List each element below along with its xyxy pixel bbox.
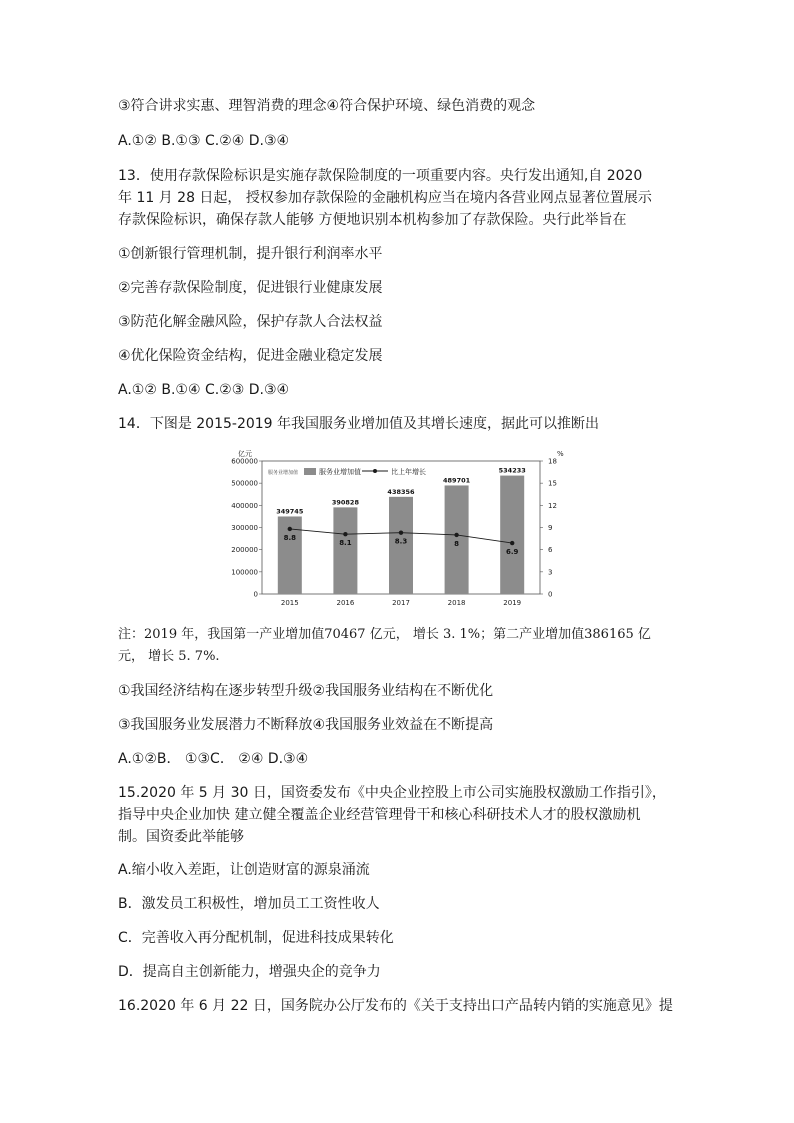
question-13-option: ①创新银行管理机制，提升银行利润率水平: [118, 246, 383, 262]
question-15-option-c: C．完善收入再分配机制，促进科技成果转化: [118, 930, 394, 946]
question-15-option-d: D．提高自主创新能力，增强央企的竞争力: [118, 964, 381, 980]
legend-marker: [373, 469, 377, 473]
right-tick-label: 15: [548, 479, 557, 488]
left-tick-label: 600000: [231, 457, 258, 466]
right-tick-label: 6: [548, 546, 553, 555]
question-13-answers: A.①② B.①④ C.②③ D.③④: [118, 382, 290, 398]
bar-value-label: 534233: [498, 466, 526, 475]
bar-value-label: 489701: [443, 476, 471, 485]
question-13-text: 存款保险标识，确保存款人能够 方便地识别本机构参加了存款保险。央行此举旨在: [118, 212, 627, 228]
legend-prefix: 服务业增加值: [268, 470, 299, 476]
x-tick-label: 2015: [280, 599, 299, 607]
legend-swatch-bar: [304, 468, 316, 475]
left-tick-label: 400000: [231, 501, 258, 510]
question-14-answers: A.①②B． ①③C． ②④ D.③④: [118, 751, 309, 767]
line-value-label: 8.3: [394, 537, 408, 546]
question-13-option: ③防范化解金融风险，保护存款人合法权益: [118, 314, 383, 330]
line-point: [510, 541, 514, 545]
service-industry-chart: [222, 444, 568, 610]
bar: [333, 507, 357, 594]
right-tick-label: 0: [548, 590, 553, 599]
chart-legend: [268, 467, 426, 476]
question-13-text: 13．使用存款保险标识是实施存款保险制度的一项重要内容。央行发出通知,自 2020: [118, 168, 643, 184]
chart-right-axis-unit: %: [557, 450, 564, 458]
chart-note: 注：2019 年，我国第一产业增加值70467 亿元， 增长 3. 1%；第二产业增加值386165 亿: [118, 627, 651, 642]
question-14-option: ③我国服务业发展潜力不断释放④我国服务业效益在不断提高: [118, 717, 494, 733]
bar-value-label: 438356: [387, 487, 415, 496]
left-tick-label: 100000: [231, 568, 258, 577]
legend-label-line: 比上年增长: [391, 468, 426, 476]
question-15-text: 15.2020 年 5 月 30 日，国资委发布《中央企业控股上市公司实施股权激励工作指引》，: [118, 785, 666, 801]
chart-note: 元， 增长 5. 7%.: [118, 649, 220, 664]
legend-label-bar: 服务业增加值: [319, 468, 361, 476]
question-15-text: 制。国资委此举能够: [118, 829, 244, 845]
right-tick-label: 3: [548, 568, 553, 577]
right-tick-label: 9: [548, 524, 553, 532]
line-point: [399, 530, 403, 534]
question-14-option: ①我国经济结构在逐步转型升级②我国服务业结构在不断优化: [118, 683, 494, 699]
left-tick-label: 0: [253, 590, 258, 599]
question-16-text: 16.2020 年 6 月 22 日，国务院办公厅发布的《关于支持出口产品转内销的实施意见》提: [118, 998, 673, 1014]
left-tick-label: 200000: [231, 546, 258, 555]
line-value-label: 8.8: [283, 533, 297, 542]
x-tick-label: 2019: [503, 599, 522, 607]
x-tick-label: 2018: [447, 599, 466, 607]
line-point: [454, 533, 458, 537]
left-tick-label: 500000: [231, 479, 258, 488]
question-14-text: 14．下图是 2015-2019 年我国服务业增加值及其增长速度，据此可以推断出: [118, 416, 600, 432]
right-tick-label: 18: [548, 457, 557, 466]
line-value-label: 6.9: [505, 548, 519, 557]
question-15-option-a: A.缩小收入差距，让创造财富的源泉涌流: [118, 862, 370, 878]
bar-value-label: 349745: [276, 507, 304, 516]
line-point: [288, 527, 292, 531]
question-15-option-b: B．激发员工积极性，增加员工工资性收人: [118, 896, 380, 912]
x-tick-label: 2016: [336, 599, 355, 607]
line-value-label: 8: [454, 539, 460, 548]
question-15-text: 指导中央企业加快 建立健全覆盖企业经营管理骨干和核心科研技术人才的股权激励机: [118, 807, 641, 823]
option-line: ③符合讲求实惠、理智消费的理念④符合保护环境、绿色消费的观念: [118, 98, 536, 114]
chart-left-axis-unit: 亿元: [238, 450, 252, 458]
x-tick-label: 2017: [392, 599, 410, 607]
line-value-label: 8.1: [339, 539, 352, 548]
question-13-option: ④优化保险资金结构，促进金融业稳定发展: [118, 348, 383, 364]
left-tick-label: 300000: [231, 524, 258, 532]
bar: [500, 476, 524, 594]
line-point: [343, 532, 347, 536]
answer-choices: A.①② B.①③ C.②④ D.③④: [118, 133, 290, 149]
right-tick-label: 12: [548, 501, 557, 510]
question-13-option: ②完善存款保险制度，促进银行业健康发展: [118, 280, 383, 296]
bar-value-label: 390828: [331, 498, 359, 507]
question-13-text: 年 11 月 28 日起， 授权参加存款保险的金融机构应当在境内各营业网点显著位置展示: [118, 190, 652, 206]
